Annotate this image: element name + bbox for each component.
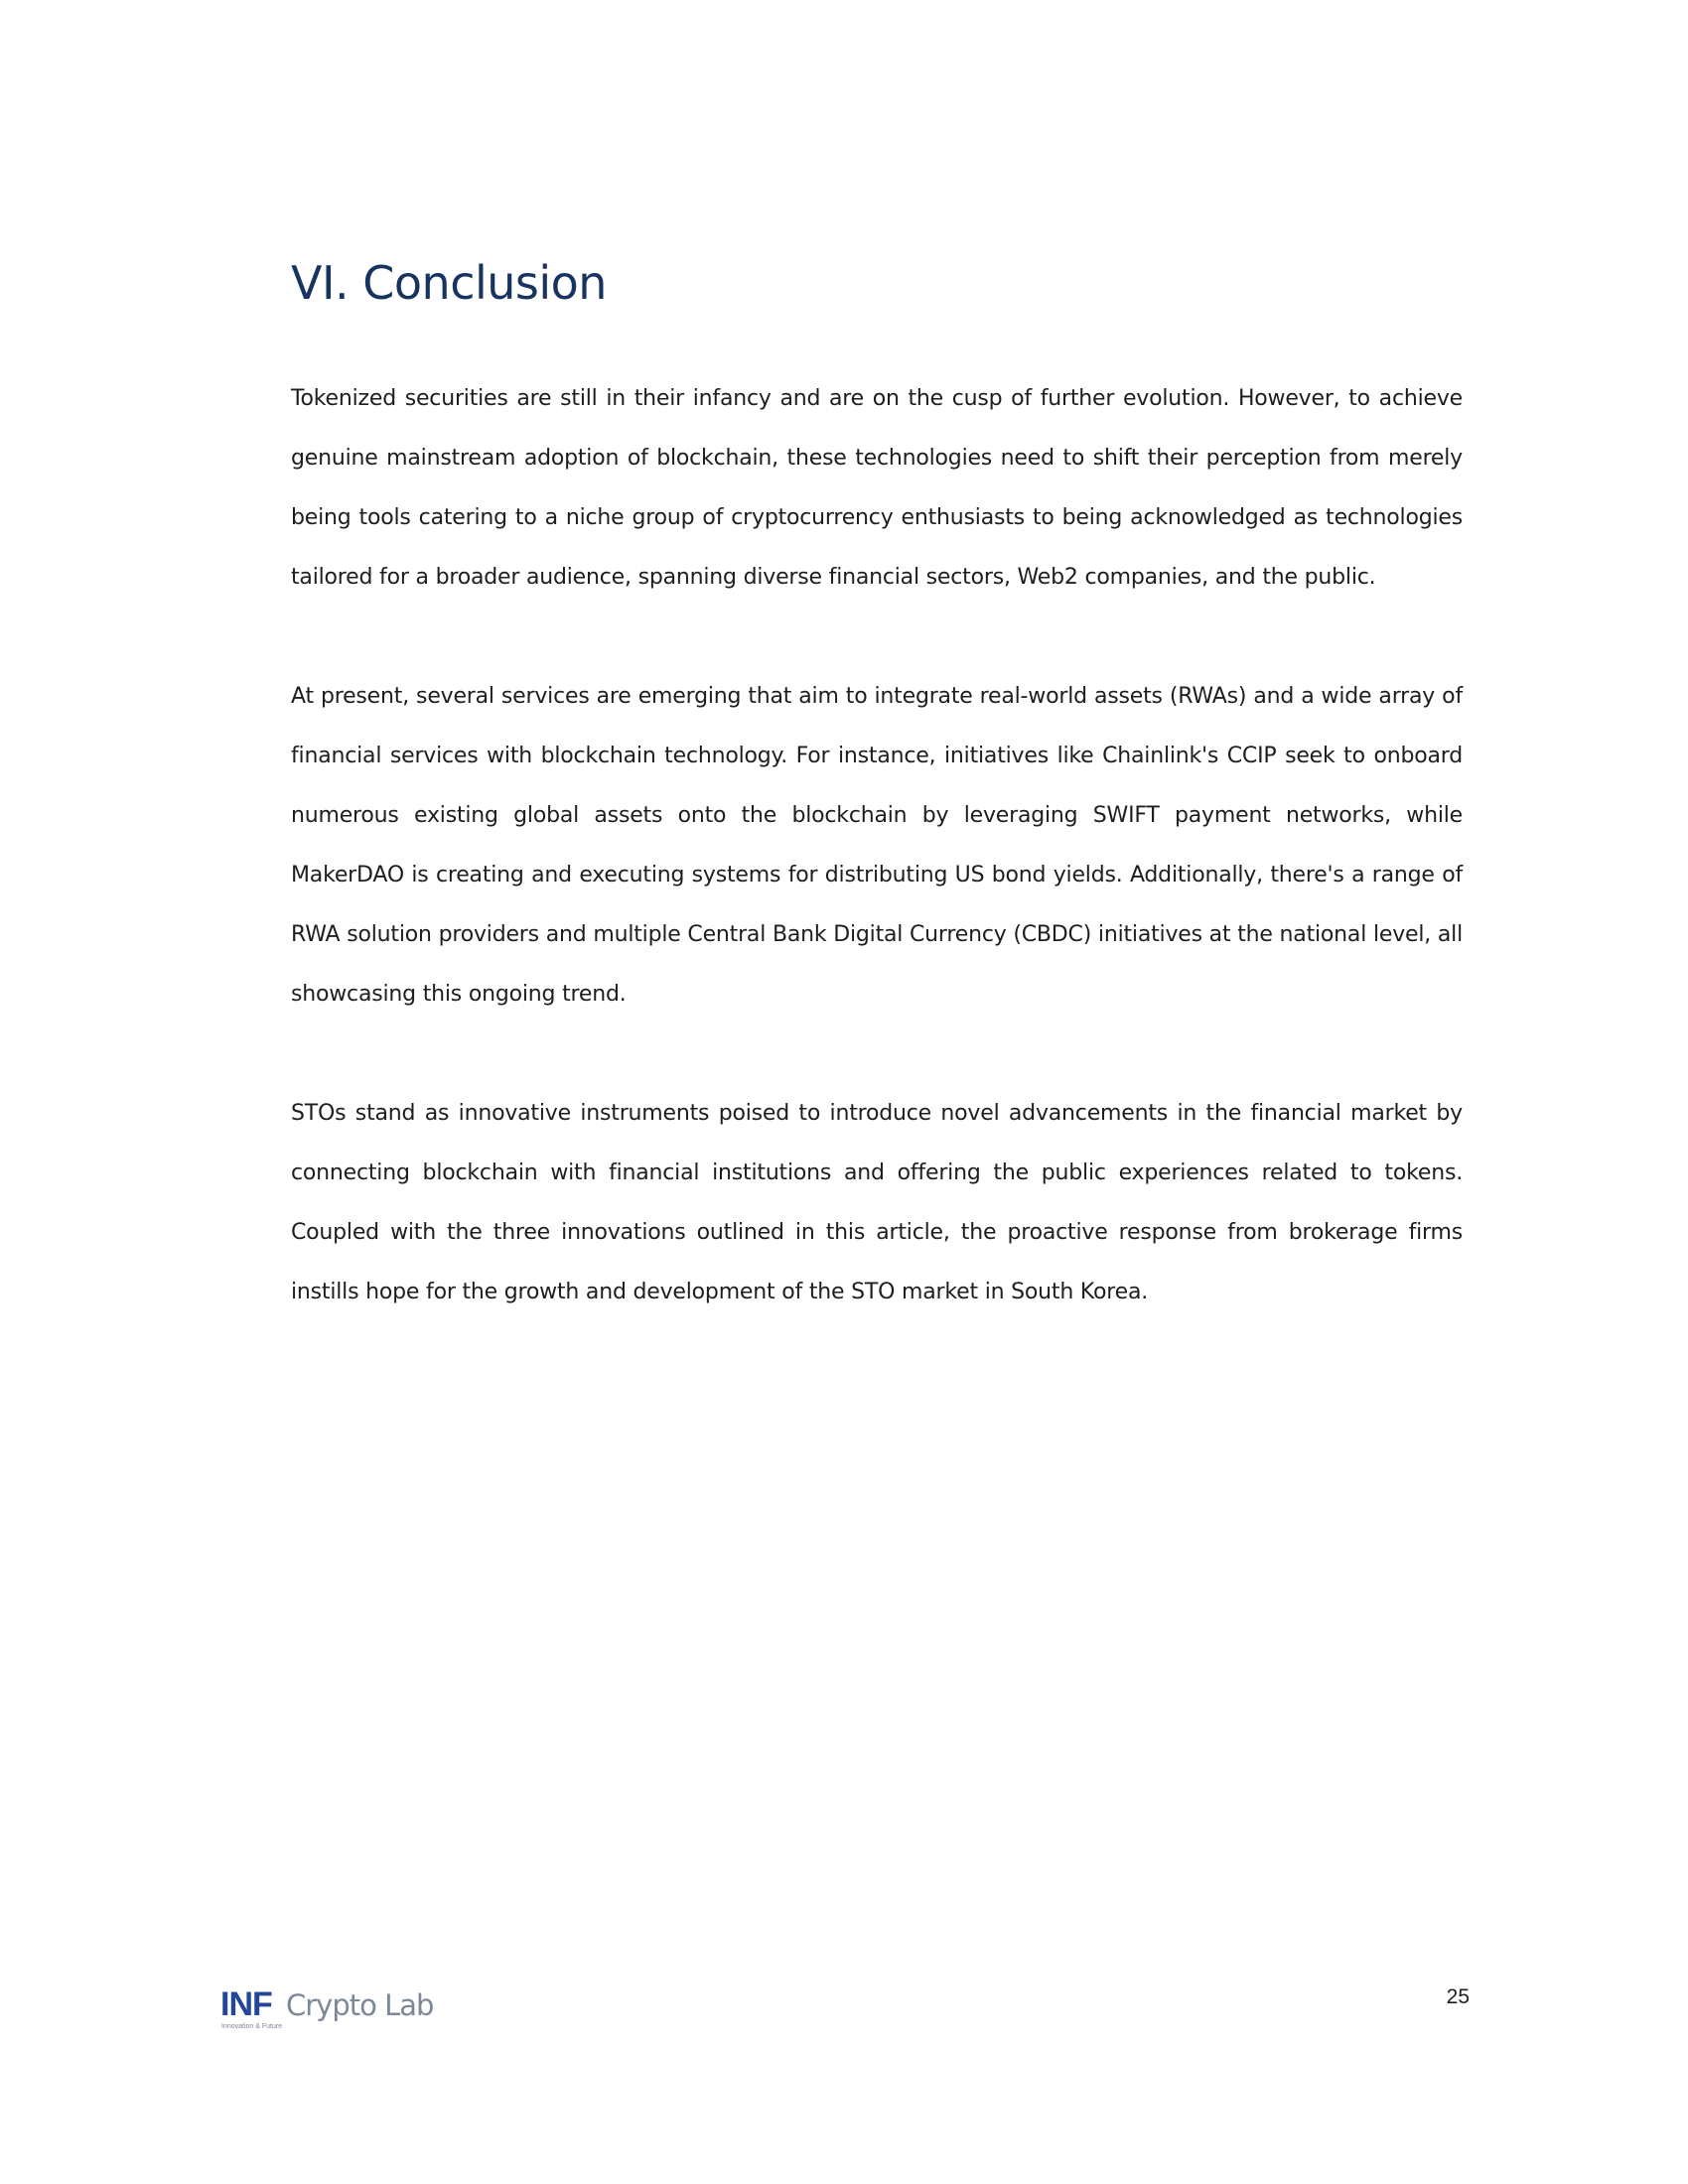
inf-crypto-lab-logo bbox=[220, 1987, 459, 2037]
logo-mark: INF bbox=[220, 1985, 272, 2023]
paragraph-1: Tokenized securities are still in their infancy and are on the cusp of further evolution. However, to achieve genuine mainstream adoption of blockchain, these technologies need to shift their perception from merely being tools catering to a niche group of cryptocurrency enthusiasts to being acknowledged as technologies tailored for a broader audience, spanning diverse financial sectors, Web2 companies, and the public. bbox=[291, 386, 1463, 590]
page-content bbox=[291, 246, 1463, 1382]
logo-tagline: Innovation & Future bbox=[221, 2023, 283, 2030]
paragraph-3: STOs stand as innovative instruments poised to introduce novel advancements in the financial market by connecting blockchain with financial institutions and offering the public experiences related to tokens. Coupled with the three innovations outlined in this article, the proactive response from brokerage firms instills hope for the growth and development of the STO market in South Korea. bbox=[291, 1101, 1463, 1304]
paragraph-2: At present, several services are emerging that aim to integrate real-world assets (RWAs) and a wide array of financial services with blockchain technology. For instance, initiatives like Chainlink's CCIP seek to onboard numerous existing global assets onto the blockchain by leveraging SWIFT payment networks, while MakerDAO is creating and executing systems for distributing US bond yields. Additionally, there's a range of RWA solution providers and multiple Central Bank Digital Currency (CBDC) initiatives at the national level, all showcasing this ongoing trend. bbox=[291, 684, 1463, 1007]
logo-name: Crypto Lab bbox=[286, 1988, 434, 2022]
page-number: 25 bbox=[1446, 1985, 1470, 2008]
section-body bbox=[291, 369, 1463, 1322]
section-title: VI. Conclusion bbox=[291, 256, 607, 310]
